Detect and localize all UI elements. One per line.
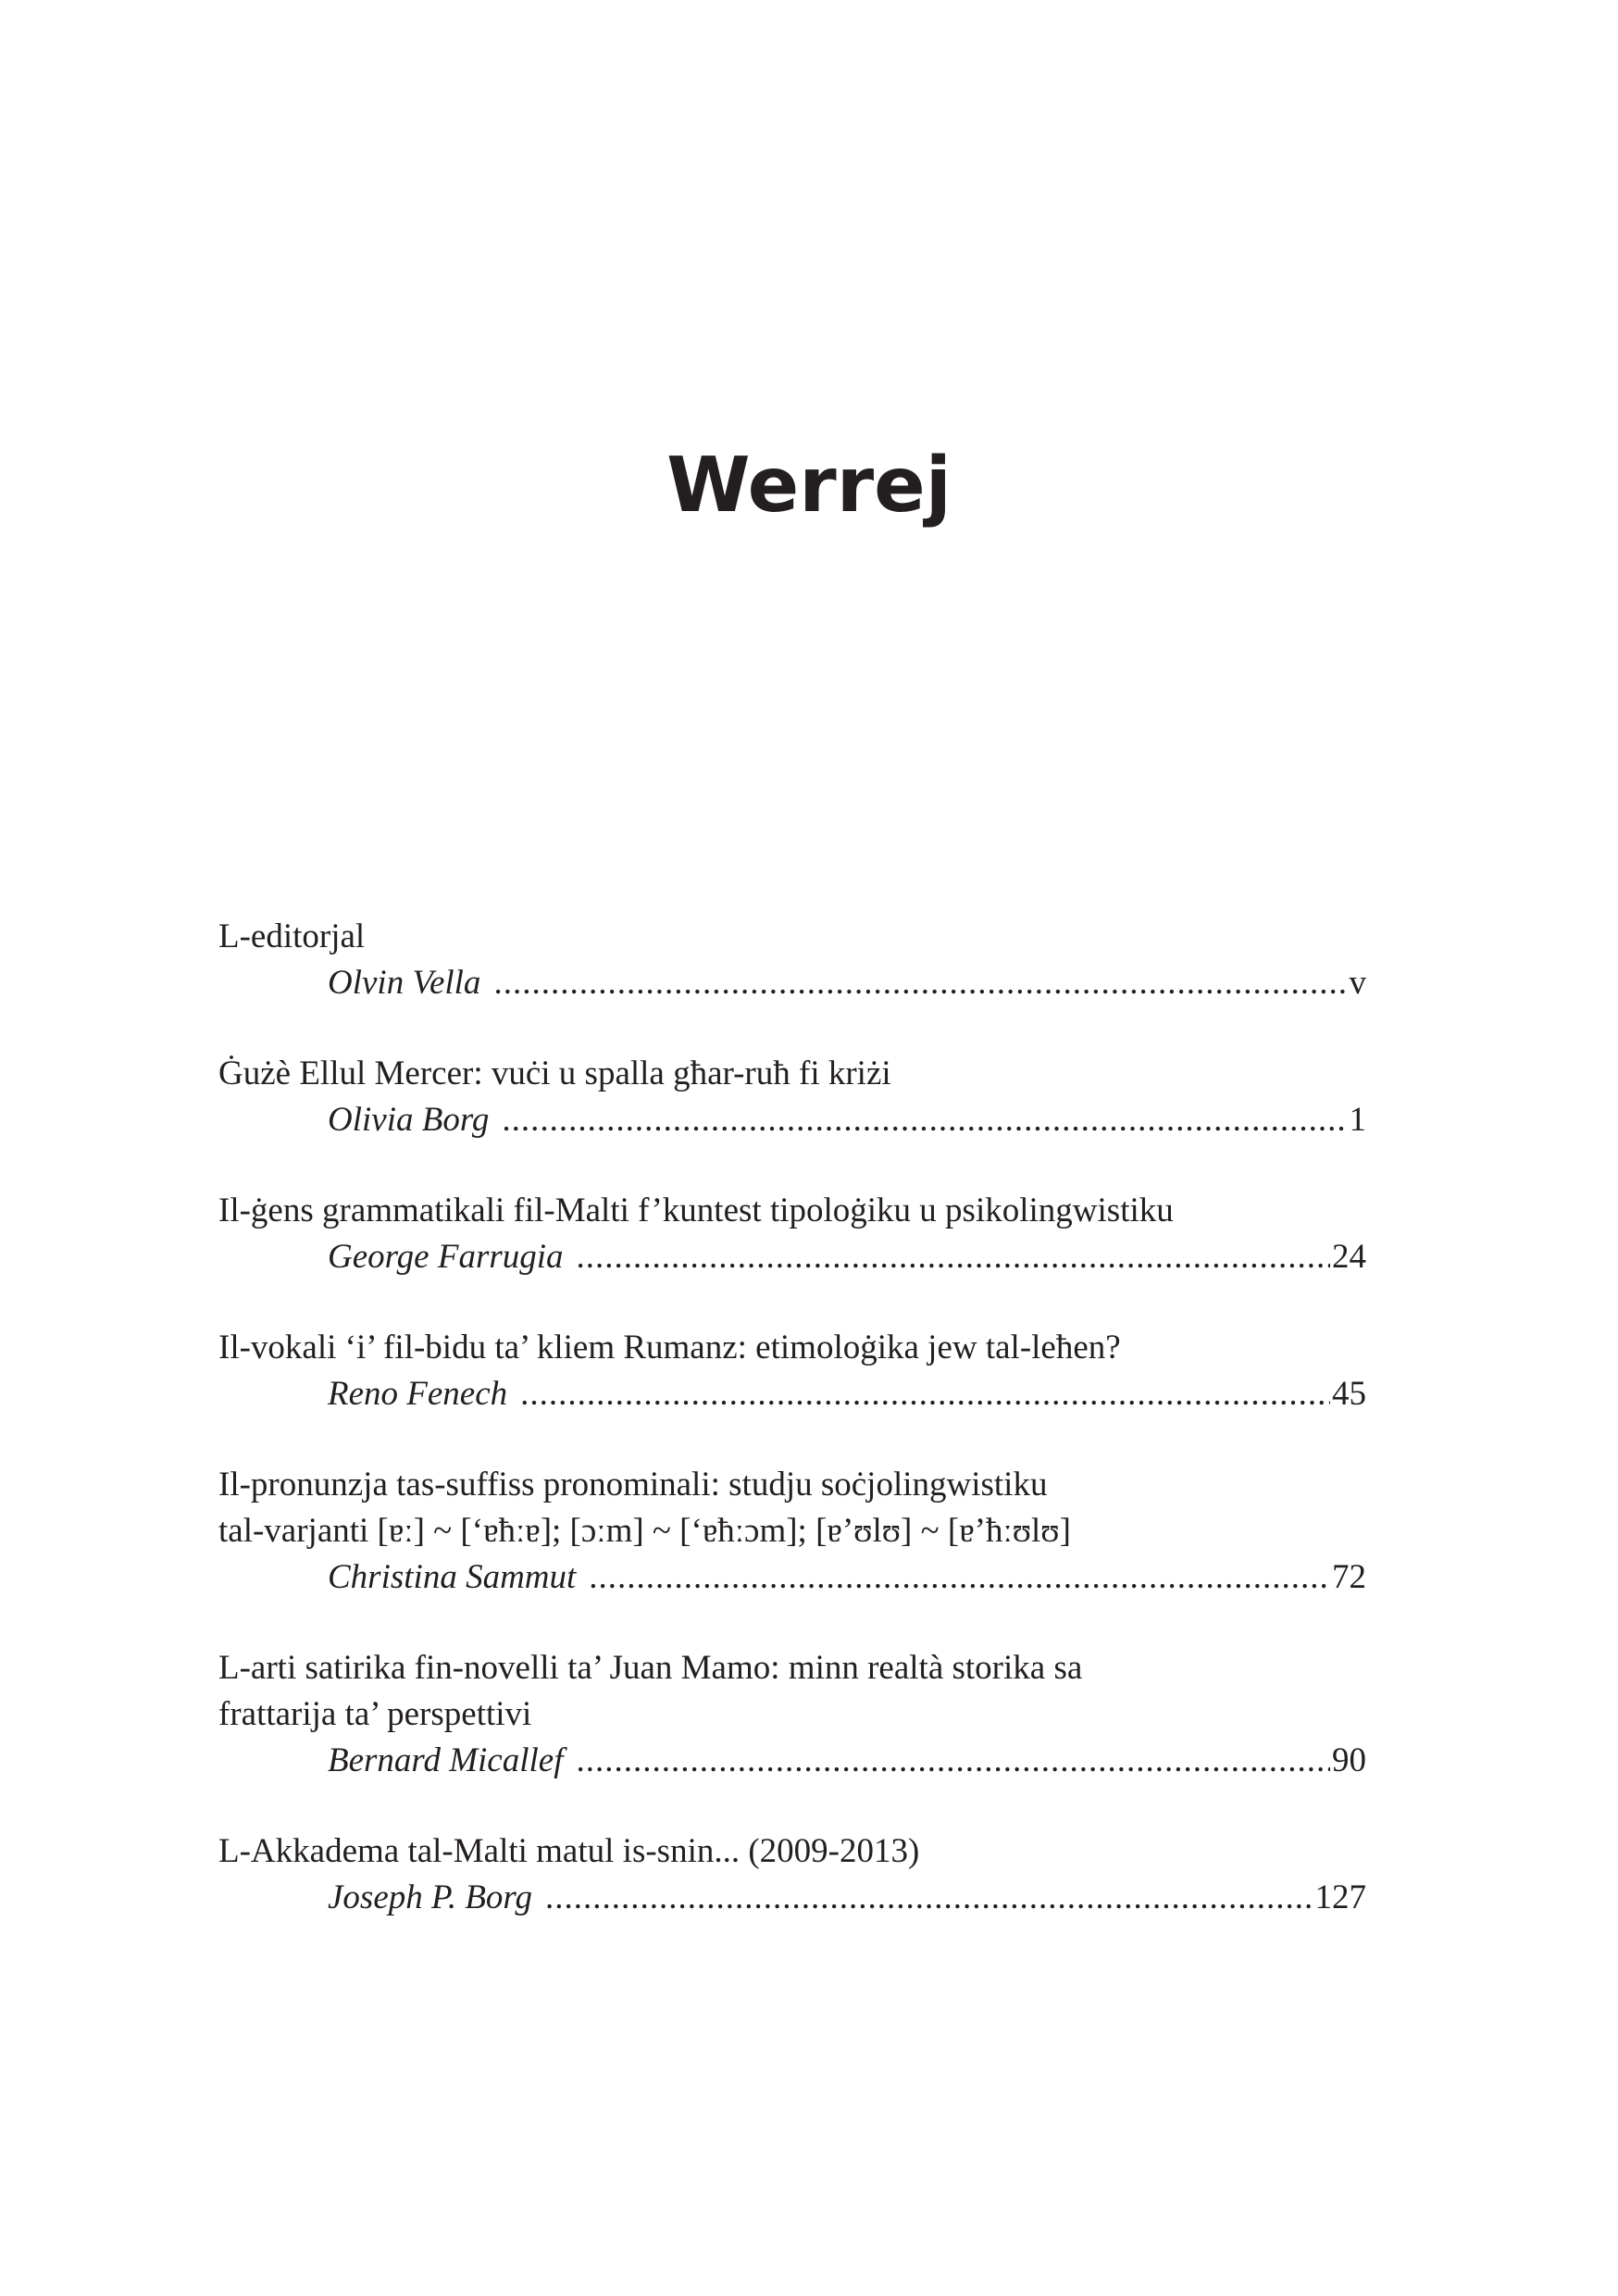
dot-leader <box>545 1875 1313 1921</box>
dot-leader <box>576 1738 1330 1784</box>
dot-leader <box>577 1234 1330 1280</box>
toc-entry-author: George Farrugia <box>328 1238 564 1276</box>
dot-leader <box>589 1554 1330 1601</box>
toc-entry-page-number: 90 <box>1332 1741 1366 1779</box>
dot-leader <box>502 1097 1347 1143</box>
toc-entry-page-number: 45 <box>1332 1375 1366 1413</box>
toc-entry-page-number: 1 <box>1349 1101 1366 1139</box>
toc-entry-page-number: 24 <box>1332 1238 1366 1276</box>
toc-entry-page-number: 72 <box>1332 1558 1366 1596</box>
toc-entry-title: L-Akkadema tal-Malti matul is-snin... (2009-2013) <box>218 1832 920 1870</box>
dot-leader <box>520 1371 1330 1417</box>
toc-entry-author-line <box>218 1234 1366 1280</box>
toc-entry-author: Bernard Micallef <box>328 1741 564 1779</box>
toc-entry-title: Il-pronunzja tas-suffiss pronominali: studju soċjolingwistiku <box>218 1466 1048 1504</box>
toc-entry-author-line <box>218 1875 1366 1921</box>
toc-entry-title: L-arti satirika fin-novelli ta’ Juan Mamo: minn realtà storika sa <box>218 1649 1083 1687</box>
toc-entry-ellul-mercer <box>218 1051 1366 1143</box>
toc-entry-author-line <box>218 1371 1366 1417</box>
toc-entry-akkademja <box>218 1828 1366 1921</box>
toc-entry-author-line <box>218 960 1366 1006</box>
toc-entry-gens-grammatikali <box>218 1188 1366 1280</box>
toc-entry-vokali <box>218 1325 1366 1417</box>
toc-entry-title-continued: tal-varjanti [ɐː] ~ [‘ɐħːɐ]; [ɔːm] ~ [‘ɐħːɔm]; [ɐ’ʊlʊ] ~ [ɐ’ħːʊlʊ] <box>218 1512 1071 1550</box>
toc-entry-arti-satirika <box>218 1645 1366 1784</box>
toc-entry-author-line <box>218 1738 1366 1784</box>
toc-entry-title-continued: frattarija ta’ perspettivi <box>218 1695 532 1733</box>
dot-leader <box>493 960 1347 1006</box>
toc-entry-author-line <box>218 1097 1366 1143</box>
toc-entry-page-number: v <box>1349 964 1366 1002</box>
toc-entry-title: Il-vokali ‘i’ fil-bidu ta’ kliem Rumanz: etimoloġika jew tal-leħen? <box>218 1329 1121 1366</box>
toc-entry-title: Ġużè Ellul Mercer: vuċi u spalla għar-ruħ fi kriżi <box>218 1054 891 1092</box>
toc-entry-author: Joseph P. Borg <box>328 1878 532 1916</box>
toc-entry-title: L-editorjal <box>218 917 366 955</box>
toc-entry-title: Il-ġens grammatikali fil-Malti f’kuntest tipoloġiku u psikolingwistiku <box>218 1192 1174 1229</box>
toc-entry-pronunzja <box>218 1462 1366 1601</box>
toc-entry-author: Olvin Vella <box>328 964 481 1002</box>
toc-entry-editorial <box>218 914 1366 1006</box>
page-title: Werrej <box>666 441 952 530</box>
table-of-contents <box>218 914 1366 1921</box>
toc-entry-author: Olivia Borg <box>328 1101 490 1139</box>
toc-entry-author: Reno Fenech <box>328 1375 508 1413</box>
toc-entry-page-number: 127 <box>1314 1878 1366 1916</box>
toc-entry-author-line <box>218 1554 1366 1601</box>
toc-entry-author: Christina Sammut <box>328 1558 577 1596</box>
